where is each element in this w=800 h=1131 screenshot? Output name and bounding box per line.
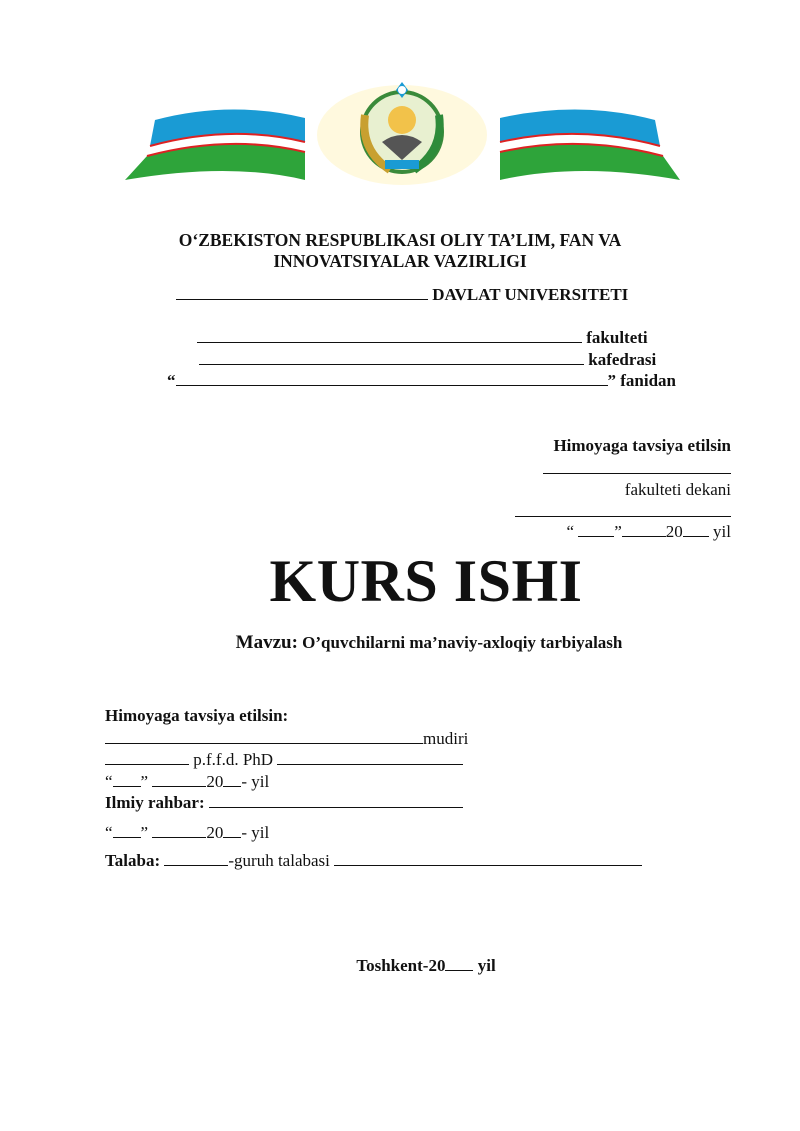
date1-year-blank	[223, 772, 241, 787]
approval-top-heading: Himoyaga tavsiya etilsin	[553, 436, 731, 455]
city-year-suffix: yil	[477, 956, 496, 975]
department-label: kafedrasi	[588, 350, 657, 369]
document-title: KURS ISHI	[269, 548, 583, 614]
date1-year-prefix: 20	[206, 772, 224, 791]
topic-value: O’quvchilarni ma’naviy-axloqiy tarbiyalash	[302, 633, 623, 652]
date2-day-blank	[113, 823, 141, 838]
city-year-blank	[445, 956, 473, 971]
dean-name-line	[515, 502, 731, 522]
faculty-label: fakulteti	[586, 328, 648, 347]
subject-label: ” fanidan	[607, 371, 676, 390]
dean-label: fakulteti dekani	[624, 480, 731, 499]
state-emblem-banner	[120, 80, 685, 190]
date2-line	[105, 823, 269, 843]
degree-line	[105, 750, 463, 770]
date2-close-quote: ”	[140, 823, 149, 842]
degree-signature-blank	[277, 750, 463, 765]
date2-month-blank	[152, 823, 206, 838]
student-label: Talaba:	[105, 851, 161, 870]
dean-name-blank	[515, 502, 731, 517]
city-year-line	[0, 956, 800, 976]
date2-year-blank	[223, 823, 241, 838]
date-year-blank	[683, 522, 709, 537]
department-blank	[199, 350, 584, 365]
topic-line	[0, 632, 800, 654]
date1-line	[105, 772, 269, 792]
flag-left-icon	[125, 109, 305, 180]
date1-close-quote: ”	[140, 772, 149, 791]
subject-open-quote: “	[167, 371, 176, 390]
date-day-blank	[578, 522, 614, 537]
head-line	[105, 729, 468, 749]
city-label: Toshkent-20	[356, 956, 446, 975]
coat-of-arms-icon	[317, 82, 487, 185]
university-line	[176, 285, 628, 305]
head-blank	[105, 729, 423, 744]
head-label: mudiri	[423, 729, 469, 748]
ministry-line-1: O‘ZBEKISTON RESPUBLIKASI OLIY TA’LIM, FAN VA	[178, 230, 622, 250]
approval-top-signature	[543, 459, 731, 479]
date2-suffix: - yil	[241, 823, 270, 842]
date1-month-blank	[152, 772, 206, 787]
date-month-blank	[622, 522, 666, 537]
department-line	[199, 350, 656, 370]
date1-day-blank	[113, 772, 141, 787]
date-year-prefix: 20	[665, 522, 683, 541]
supervisor-line	[105, 793, 463, 813]
date1-open-quote: “	[105, 772, 113, 791]
student-group-label: -guruh talabasi	[228, 851, 330, 870]
subject-line	[167, 371, 676, 391]
date2-open-quote: “	[105, 823, 113, 842]
degree-name-blank	[105, 750, 189, 765]
date-year-suffix: yil	[713, 522, 731, 541]
approval-top-date	[566, 522, 731, 542]
subject-blank	[176, 371, 608, 386]
faculty-blank	[197, 328, 582, 343]
student-name-blank	[334, 851, 642, 866]
university-blank	[176, 285, 428, 300]
ministry-line-2: INNOVATSIYALAR VAZIRLIGI	[273, 251, 527, 271]
dean-signature-blank	[543, 459, 731, 474]
faculty-line	[197, 328, 648, 348]
ministry-heading	[0, 230, 800, 272]
student-line	[105, 851, 642, 871]
date-close-quote: ”	[614, 522, 622, 541]
flag-right-icon	[500, 109, 680, 180]
date-open-quote: “	[566, 522, 574, 541]
degree-label: p.f.f.d. PhD	[193, 750, 274, 769]
student-group-blank	[164, 851, 228, 866]
approval-bottom-heading: Himoyaga tavsiya etilsin:	[105, 706, 289, 725]
date2-year-prefix: 20	[206, 823, 224, 842]
supervisor-blank	[209, 793, 463, 808]
topic-label: Mavzu:	[235, 632, 298, 653]
university-label: DAVLAT UNIVERSITETI	[432, 285, 629, 304]
date1-suffix: - yil	[241, 772, 270, 791]
supervisor-label: Ilmiy rahbar:	[105, 793, 205, 812]
